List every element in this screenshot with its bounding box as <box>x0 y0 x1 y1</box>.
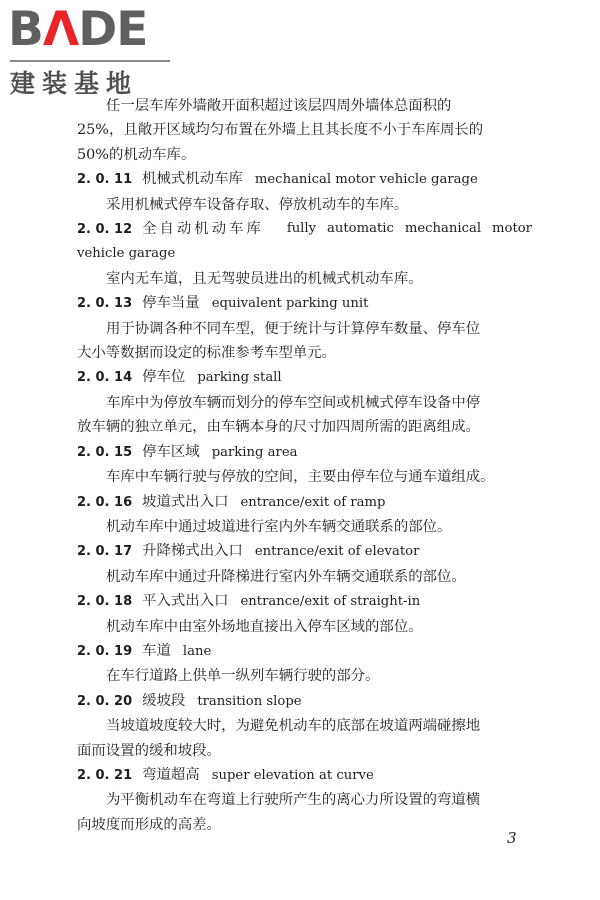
term-heading <box>77 589 532 614</box>
term-english: transition slope <box>197 693 302 709</box>
term-english: equivalent parking unit <box>211 296 369 312</box>
term-chinese: 坡道式出入口 <box>142 493 229 510</box>
term-chinese: 停车当量 <box>142 295 200 312</box>
term-english: parking stall <box>197 370 282 386</box>
term-definition: 用于协调各种不同车型，便于统计与计算停车数量、停车位 <box>106 320 481 337</box>
term-number: 2. 0. 15 <box>77 444 133 460</box>
term-english: parking area <box>211 444 298 460</box>
term-english: super elevation at curve <box>211 767 374 783</box>
term-number: 2. 0. 12 <box>77 222 133 238</box>
logo-divider <box>10 60 170 62</box>
term-heading <box>77 539 532 564</box>
term-definition: 车库中车辆行驶与停放的空间，主要由停车位与通车道组成。 <box>106 469 495 486</box>
term-number: 2. 0. 14 <box>77 370 133 386</box>
intro-paragraph-line3: 50%的机动车库。 <box>77 146 196 163</box>
term-definition: 当坡道坡度较大时，为避免机动车的底部在坡道两端碰擦地 <box>106 718 481 735</box>
term-english: lane <box>182 643 212 659</box>
intro-paragraph-line1: 任一层车库外墙敞开面积超过该层四周外墙体总面积的 <box>106 98 452 114</box>
term-definition: 室内无车道，且无驾驶员进出的机械式机动车库。 <box>106 270 423 287</box>
term-chinese: 升降梯式出入口 <box>142 543 243 560</box>
term-english-word: automatic <box>327 221 394 237</box>
term-english-word: motor <box>492 221 532 237</box>
term-definition: 机动车库中由室外场地直接出入停车区域的部位。 <box>106 618 423 635</box>
term-english: entrance/exit of ramp <box>240 494 386 510</box>
term-heading <box>77 490 532 515</box>
term-number: 2. 0. 13 <box>77 296 133 312</box>
term-definition-continued: 大小等数据而设定的标准参考车型单元。 <box>77 345 337 362</box>
term-definition-continued: 面而设置的缓和坡段。 <box>77 742 221 759</box>
term-heading <box>77 291 532 316</box>
term-heading <box>77 763 532 788</box>
term-definition: 车库中为停放车辆而划分的停车空间或机械式停车设备中停 <box>106 394 481 411</box>
term-number: 2. 0. 20 <box>77 693 133 709</box>
term-chinese: 车道 <box>142 642 171 659</box>
term-heading <box>77 440 532 465</box>
term-chinese: 停车区域 <box>142 443 200 460</box>
logo-wordmark: BΛDE <box>8 2 148 57</box>
term-number: 2. 0. 17 <box>77 544 133 560</box>
term-chinese: 全自动机动车库 <box>142 221 264 238</box>
term-heading <box>77 639 532 664</box>
term-english: entrance/exit of straight-in <box>240 594 421 610</box>
term-definition: 在车行道路上供单一纵列车辆行驶的部分。 <box>106 668 380 685</box>
term-chinese: 平入式出入口 <box>142 593 229 610</box>
term-heading <box>77 217 532 242</box>
intro-paragraph-line2: 25%，且敞开区域均匀布置在外墙上且其长度不小于车库周长的 <box>77 122 484 139</box>
brand-logo <box>8 2 176 98</box>
term-chinese: 缓坡段 <box>142 692 186 709</box>
term-english-word: fully <box>286 221 317 237</box>
term-definition: 机动车库中通过坡道进行室内外车辆交通联系的部位。 <box>106 518 452 535</box>
document-body <box>77 94 532 837</box>
page-number: 3 <box>507 829 517 847</box>
term-english: mechanical motor vehicle garage <box>254 172 478 188</box>
term-definition: 采用机械式停车设备存取、停放机动车的车库。 <box>106 196 409 213</box>
term-heading <box>77 167 532 192</box>
term-definition: 机动车库中通过升降梯进行室内外车辆交通联系的部位。 <box>106 568 466 585</box>
term-number: 2. 0. 11 <box>77 172 133 188</box>
term-english-word: mechanical <box>404 221 482 237</box>
term-number: 2. 0. 19 <box>77 643 133 659</box>
term-number: 2. 0. 16 <box>77 494 133 510</box>
term-definition-continued: 向坡度而形成的高差。 <box>77 816 221 833</box>
term-heading <box>77 689 532 714</box>
term-english: entrance/exit of elevator <box>254 544 420 560</box>
term-chinese: 弯道超高 <box>142 766 200 783</box>
term-definition-continued: 放车辆的独立单元，由车辆本身的尺寸加四周所需的距离组成。 <box>77 419 480 436</box>
term-heading <box>77 365 532 390</box>
term-chinese: 停车位 <box>142 369 186 386</box>
logo-subtitle: 建装基地 <box>10 69 139 98</box>
term-number: 2. 0. 21 <box>77 767 133 783</box>
term-english-continued: vehicle garage <box>77 246 176 262</box>
term-number: 2. 0. 18 <box>77 594 133 610</box>
term-definition: 为平衡机动车在弯道上行驶所产生的离心力所设置的弯道横 <box>106 792 481 809</box>
term-chinese: 机械式机动车库 <box>142 171 243 188</box>
